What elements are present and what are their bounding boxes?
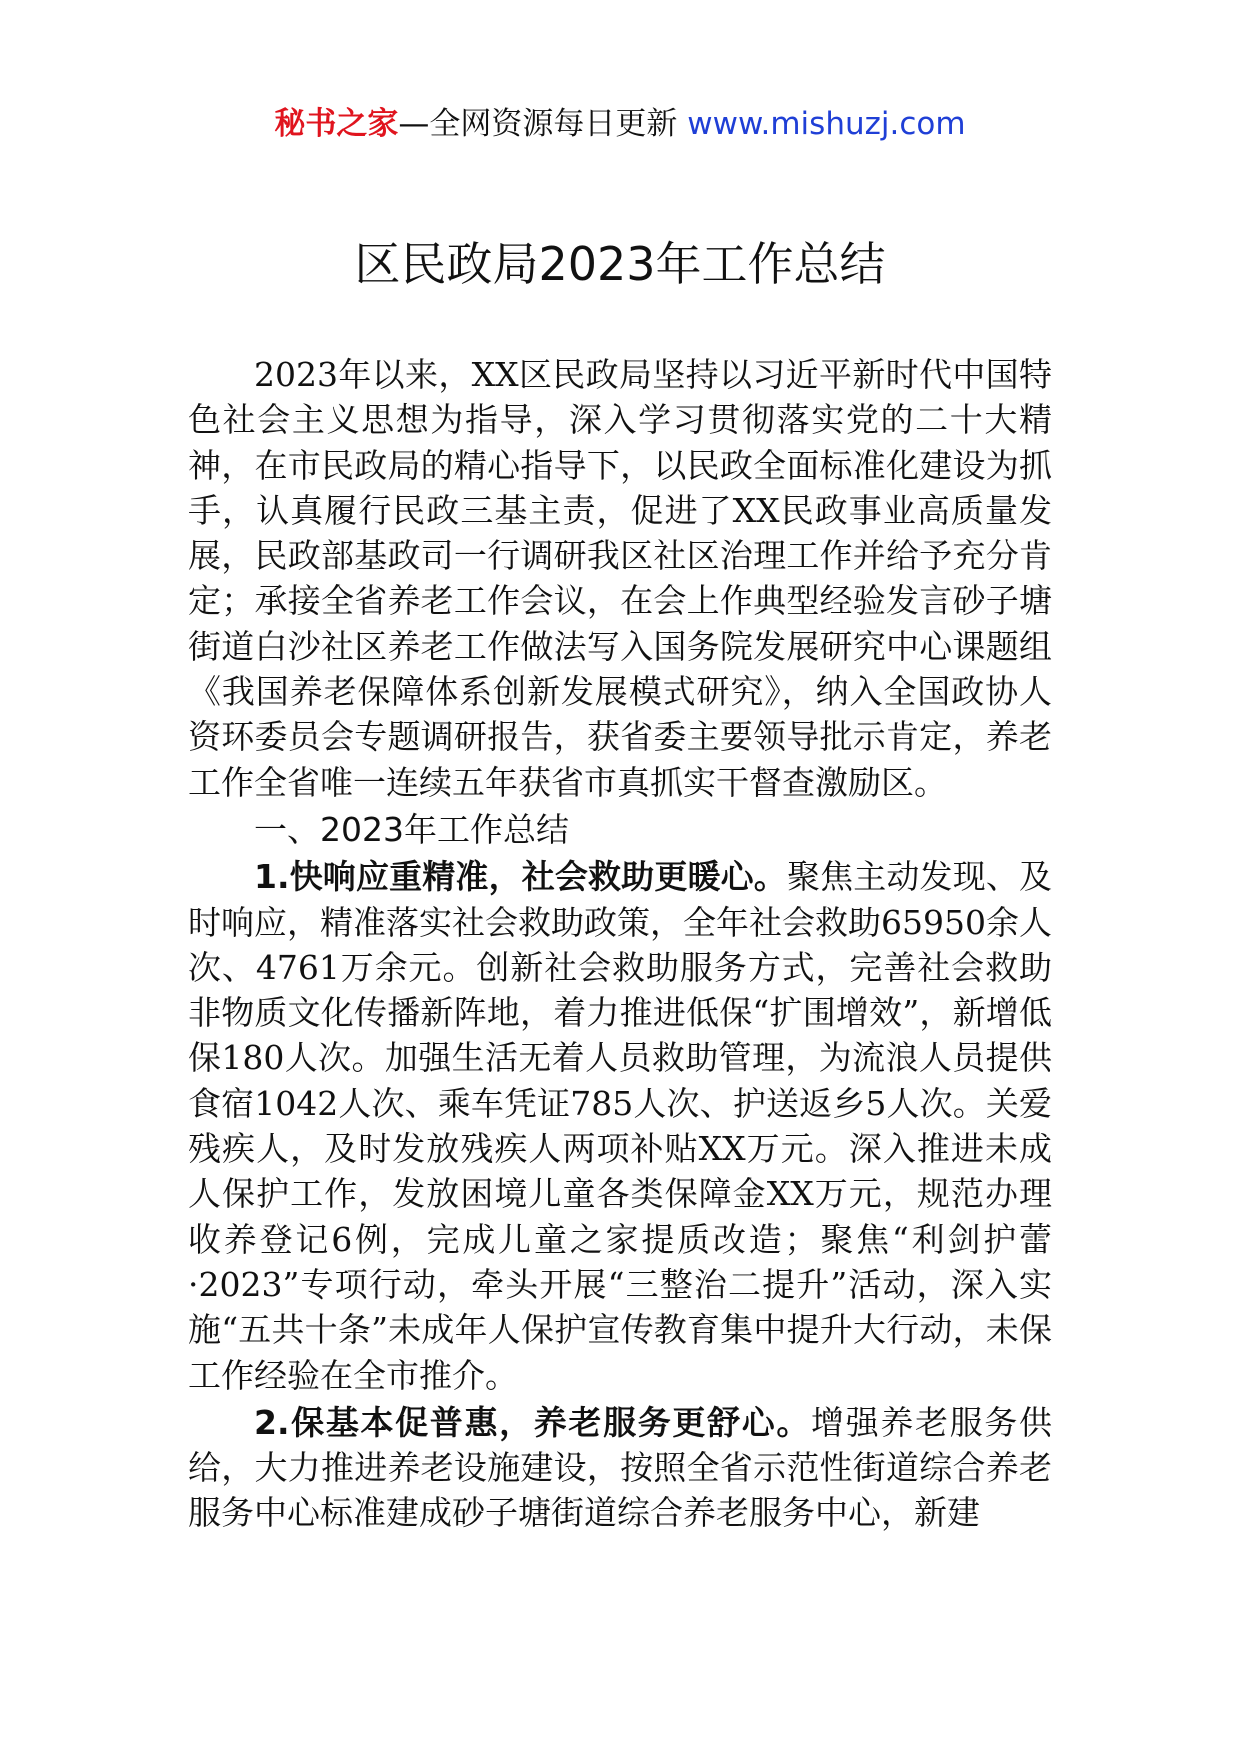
site-url-link[interactable]: www.mishuzj.com bbox=[687, 106, 966, 142]
item-paragraph-1 bbox=[188, 854, 1052, 1398]
item-paragraph-2 bbox=[188, 1400, 1052, 1536]
brand-name: 秘书之家 bbox=[274, 106, 399, 142]
site-header bbox=[0, 100, 1240, 148]
header-dash: — bbox=[398, 106, 430, 142]
section-heading: 一、2023年工作总结 bbox=[254, 809, 569, 849]
header-slogan: 全网资源每日更新 bbox=[429, 106, 678, 142]
item-lead-2: 2.保基本促普惠，养老服务更舒心。 bbox=[254, 1402, 812, 1442]
document-body bbox=[188, 352, 1052, 1536]
item-body-1: 聚焦主动发现、及时响应，精准落实社会救助政策，全年社会救助65950余人次、4761万余元。创新社会救助服务方式，完善社会救助非物质文化传播新阵地，着力推进低保“扩围增效”，新增低保180人次。加强生活无着人员救助管理，为流浪人员提供食宿1042人次、乘车凭证785人次、护送返乡5人次。关爱残疾人，及时发放残疾人两项补贴XX万元。深入推进未成人保护工作，发放困境儿童各类保障金XX万元，规范办理收养登记6例，完成儿童之家提质改造；聚焦“利剑护蕾·2023”专项行动，牵头开展“三整治二提升”活动，深入实施“五共十条”未成年人保护宣传教育集中提升大行动，未保工作经验在全市推介。 bbox=[188, 857, 1053, 1395]
item-body-2: 增强养老服务供给，大力推进养老设施建设，按照全省示范性街道综合养老服务中心标准建成砂子塘街道综合养老服务中心，新建 bbox=[188, 1402, 1053, 1533]
intro-paragraph: 2023年以来，XX区民政局坚持以习近平新时代中国特色社会主义思想为指导，深入学习贯彻落实党的二十大精神，在市民政局的精心指导下，以民政全面标准化建设为抓手，认真履行民政三基主责，促进了XX民政事业高质量发展，民政部基政司一行调研我区社区治理工作并给予充分肯定；承接全省养老工作会议，在会上作典型经验发言砂子塘街道白沙社区养老工作做法写入国务院发展研究中心课题组《我国养老保障体系创新发展模式研究》，纳入全国政协人资环委员会专题调研报告，获省委主要领导批示肯定，养老工作全省唯一连续五年获省市真抓实干督查激励区。 bbox=[188, 355, 1052, 802]
document-title: 区民政局2023年工作总结 bbox=[354, 237, 886, 291]
item-lead-1: 1.快响应重精准，社会救助更暖心。 bbox=[254, 857, 787, 897]
